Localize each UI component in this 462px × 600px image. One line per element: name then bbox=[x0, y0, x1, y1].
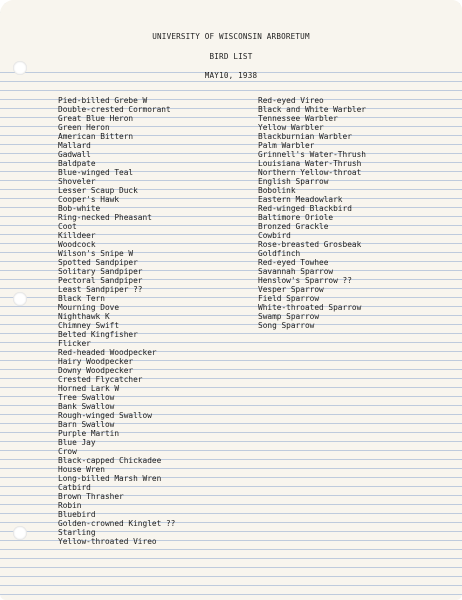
bird-list-item: Solitary Sandpiper bbox=[58, 267, 143, 276]
bird-list-item: Hairy Woodpecker bbox=[58, 357, 134, 366]
bird-list-item: Spotted Sandpiper bbox=[58, 258, 138, 267]
bird-list-item: Savannah Sparrow bbox=[258, 267, 334, 276]
bird-list-item: Cooper's Hawk bbox=[58, 195, 120, 204]
bird-list-item: Purple Martin bbox=[58, 429, 120, 438]
bird-list-item: Downy Woodpecker bbox=[58, 366, 134, 375]
bird-list-item: Louisiana Water-Thrush bbox=[258, 159, 362, 168]
bird-list-item: Black Tern bbox=[58, 294, 105, 303]
bird-list-item: Field Sparrow bbox=[258, 294, 320, 303]
bird-list-item: Horned Lark W bbox=[58, 384, 120, 393]
bird-list-item: Great Blue Heron bbox=[58, 114, 134, 123]
bird-list-left-column bbox=[58, 96, 175, 546]
bird-list-item: English Sparrow bbox=[258, 177, 329, 186]
bird-list-item: Crested Flycatcher bbox=[58, 375, 143, 384]
bird-list-item: Red-eyed Vireo bbox=[258, 96, 324, 105]
bird-list-item: Blue Jay bbox=[58, 438, 96, 447]
bird-list-item: Lesser Scaup Duck bbox=[58, 186, 138, 195]
bird-list-item: Green Heron bbox=[58, 123, 110, 132]
bird-list-item: Blue-winged Teal bbox=[58, 168, 134, 177]
bird-list-item: Pectoral Sandpiper bbox=[58, 276, 143, 285]
bird-list-item: Palm Warbler bbox=[258, 141, 315, 150]
bird-list-item: Chimney Swift bbox=[58, 321, 120, 330]
bird-list-item: Tree Swallow bbox=[58, 393, 115, 402]
bird-list-item: Nighthawk K bbox=[58, 312, 110, 321]
bird-list-item: Mallard bbox=[58, 141, 91, 150]
binder-hole-bottom bbox=[13, 526, 27, 540]
bird-list-item: Tennessee Warbler bbox=[258, 114, 338, 123]
bird-list-item: Wilson's Snipe W bbox=[58, 249, 134, 258]
bird-list-item: Long-billed Marsh Wren bbox=[58, 474, 162, 483]
bird-list-item: Killdeer bbox=[58, 231, 96, 240]
bird-list-item: Bank Swallow bbox=[58, 402, 115, 411]
bird-list-item: Yellow Warbler bbox=[258, 123, 324, 132]
bird-list-item: Gadwall bbox=[58, 150, 91, 159]
bird-list-item: Woodcock bbox=[58, 240, 96, 249]
bird-list-item: Vesper Sparrow bbox=[258, 285, 324, 294]
bird-list-item: Mourning Dove bbox=[58, 303, 120, 312]
bird-list-item: Barn Swallow bbox=[58, 420, 115, 429]
bird-list-item: Starling bbox=[58, 528, 96, 537]
bird-list-item: Crow bbox=[58, 447, 77, 456]
bird-list-item: Pied-billed Grebe W bbox=[58, 96, 148, 105]
bird-list-item: Song Sparrow bbox=[258, 321, 315, 330]
bird-list-item: Baldpate bbox=[58, 159, 96, 168]
bird-list-item: Blackburnian Warbler bbox=[258, 132, 352, 141]
document-date: MAY10, 1938 bbox=[204, 71, 258, 80]
bird-list-item: Baltimore Oriole bbox=[258, 213, 334, 222]
bird-list-item: Rough-winged Swallow bbox=[58, 411, 152, 420]
bird-list-item: Rose-breasted Grosbeak bbox=[258, 240, 362, 249]
bird-list-item: Swamp Sparrow bbox=[258, 312, 320, 321]
institution-heading: UNIVERSITY OF WISCONSIN ARBORETUM bbox=[152, 32, 310, 41]
bird-list-item: Least Sandpiper ?? bbox=[58, 285, 143, 294]
bird-list-item: Northern Yellow-throat bbox=[258, 168, 362, 177]
bird-list-item: House Wren bbox=[58, 465, 105, 474]
bird-list-item: Bobolink bbox=[258, 186, 296, 195]
bird-list-item: Red-headed Woodpecker bbox=[58, 348, 157, 357]
bird-list-item: Robin bbox=[58, 501, 82, 510]
bird-list-item: Red-eyed Towhee bbox=[258, 258, 329, 267]
bird-list-item: Bronzed Grackle bbox=[258, 222, 329, 231]
bird-list-item: Bluebird bbox=[58, 510, 96, 519]
bird-list-item: White-throated Sparrow bbox=[258, 303, 362, 312]
document-title: BIRD LIST bbox=[209, 52, 253, 61]
bird-list-item: Red-winged Blackbird bbox=[258, 204, 352, 213]
bird-list-item: Belted Kingfisher bbox=[58, 330, 138, 339]
bird-list-item: Bob-white bbox=[58, 204, 101, 213]
bird-list-item: Yellow-throated Vireo bbox=[58, 537, 157, 546]
bird-list-item: Shoveler bbox=[58, 177, 96, 186]
bird-list-item: Catbird bbox=[58, 483, 91, 492]
bird-list-item: American Bittern bbox=[58, 132, 134, 141]
bird-list-item: Ring-necked Pheasant bbox=[58, 213, 152, 222]
bird-list-item: Cowbird bbox=[258, 231, 291, 240]
bird-list-item: Eastern Meadowlark bbox=[258, 195, 343, 204]
bird-list-item: Golden-crowned Kinglet ?? bbox=[58, 519, 176, 528]
bird-list-item: Black and White Warbler bbox=[258, 105, 366, 114]
bird-list-item: Black-capped Chickadee bbox=[58, 456, 162, 465]
bird-list-right-column bbox=[258, 96, 366, 330]
bird-list-item: Henslow's Sparrow ?? bbox=[258, 276, 352, 285]
bird-list-item: Goldfinch bbox=[258, 249, 301, 258]
binder-hole-middle bbox=[13, 292, 27, 306]
bird-list-item: Grinnell's Water-Thrush bbox=[258, 150, 366, 159]
bird-list-item: Brown Thrasher bbox=[58, 492, 124, 501]
bird-list-item: Flicker bbox=[58, 339, 91, 348]
bird-list-item: Coot bbox=[58, 222, 77, 231]
bird-list-item: Double-crested Cormorant bbox=[58, 105, 171, 114]
